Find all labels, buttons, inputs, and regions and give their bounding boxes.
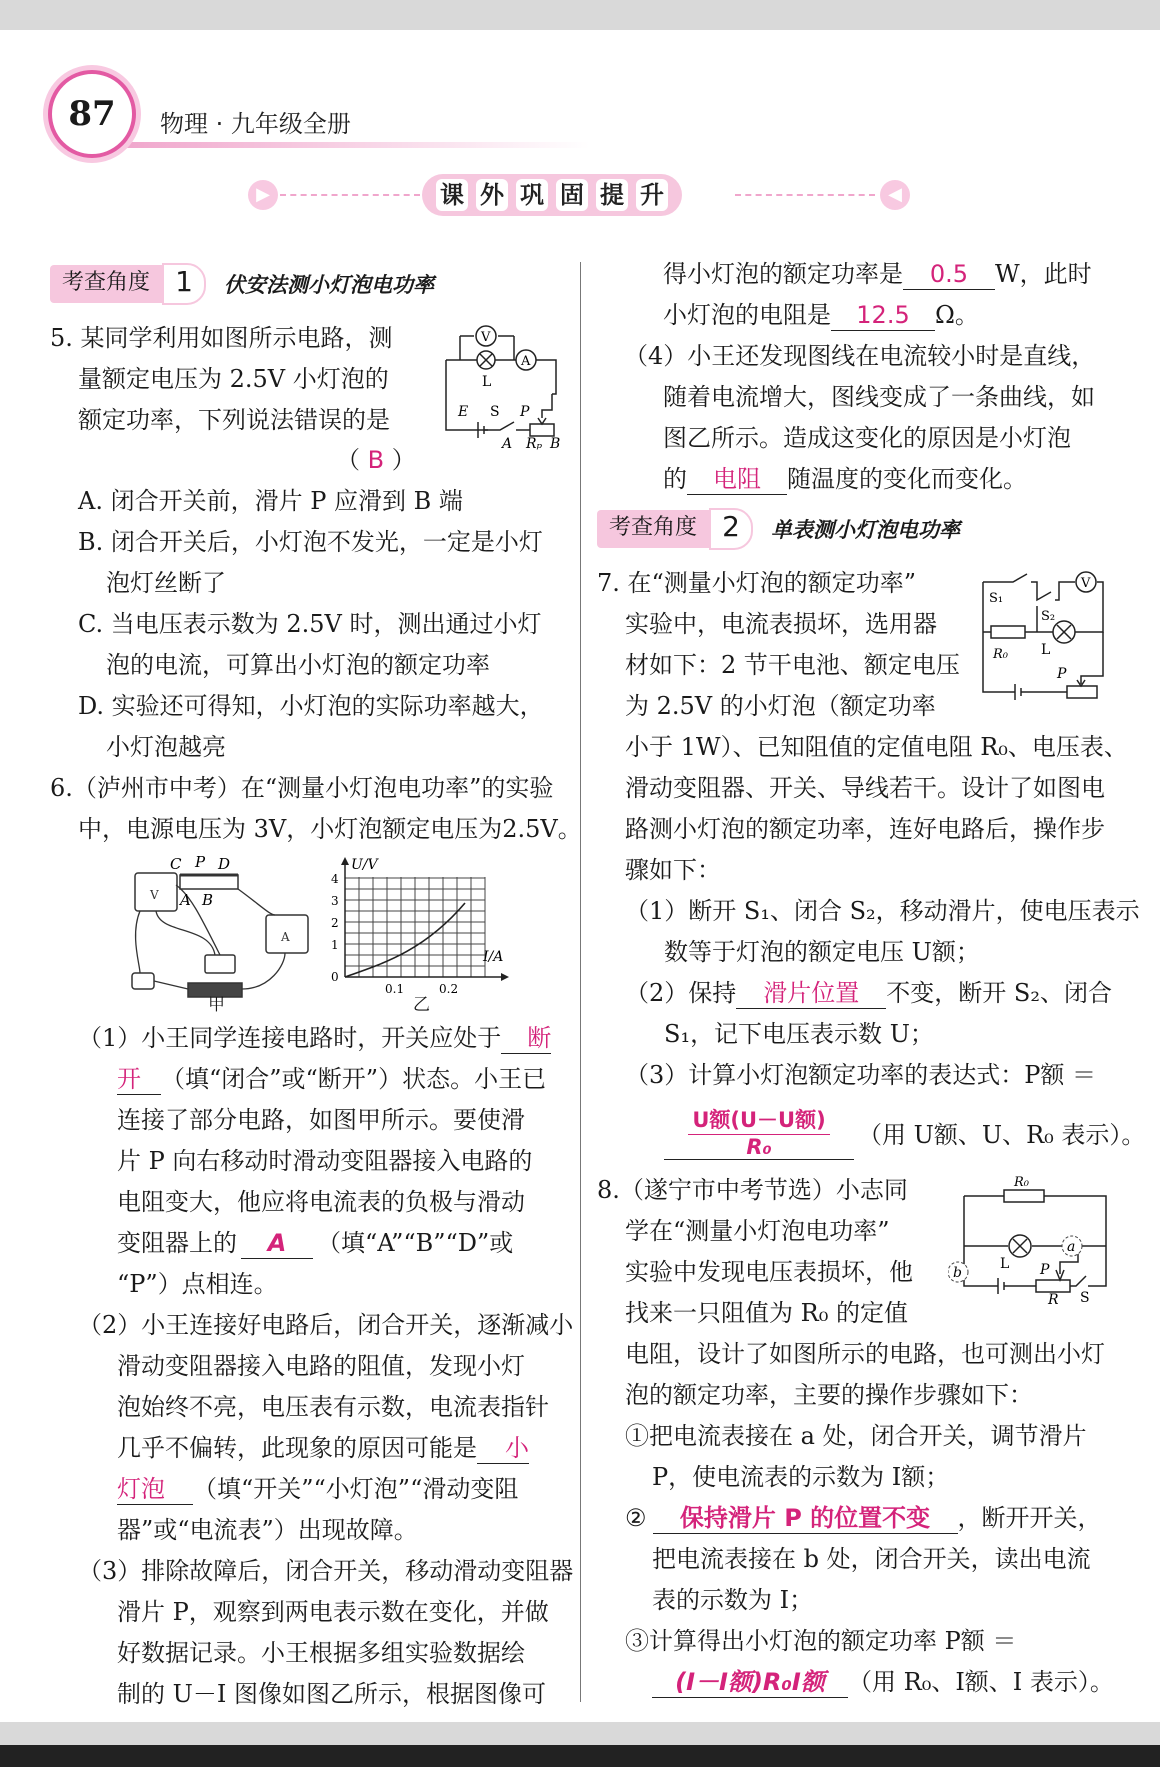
q8-text: ，断开开关， <box>957 1504 1102 1532</box>
svg-text:V: V <box>150 888 159 902</box>
terminal-p-label: P <box>195 855 206 871</box>
q7-line: 为 2.5V 的小灯泡（额定功率 <box>625 692 936 720</box>
q5-option: B. 闭合开关后，小灯泡不发光，一定是小灯 <box>78 528 543 556</box>
q8-line: 实验中发现电压表损坏，他 <box>625 1258 913 1286</box>
q7-step: （1）断开 S₁、闭合 S₂，移动滑片，使电压表示 <box>625 897 1140 925</box>
angle-topic: 单表测小灯泡电功率 <box>771 517 961 542</box>
angle-topic: 伏安法测小灯泡电功率 <box>224 272 435 297</box>
q7-step: （用 U额、U、R₀ 表示）。 <box>858 1121 1146 1149</box>
q8-answer-3: (I－I额)R₀I额 <box>652 1669 848 1698</box>
q6-text: Ω。 <box>935 301 979 329</box>
point-a-label: a <box>1067 1239 1076 1255</box>
voltmeter-label: V <box>481 330 491 345</box>
q6-text: 小灯泡的电阻是 <box>663 301 831 329</box>
x-tick-label: 0.2 <box>439 982 459 996</box>
source-label: E <box>458 404 469 420</box>
header-band <box>120 142 590 148</box>
x-tick-label: 0.1 <box>385 982 405 996</box>
point-b-label: b <box>953 1265 962 1281</box>
q6-ui-graph <box>325 855 525 1000</box>
y-tick-label: 3 <box>331 894 339 908</box>
q8-text: ② <box>625 1504 647 1532</box>
q6-p3r <box>663 254 1092 295</box>
q7-answer-3 <box>664 1104 854 1160</box>
q5-line: 量额定电压为 2.5V 小灯泡的 <box>78 365 389 393</box>
angle-label: 考查角度 <box>50 265 162 303</box>
q8-step: ①把电流表接在 a 处，闭合开关，调节滑片 <box>625 1422 1087 1450</box>
q6-text: 变阻器上的 <box>117 1229 237 1257</box>
rheostat-label: Rₚ <box>526 436 543 450</box>
section-title-char: 提 <box>596 179 628 211</box>
q5-answer: B <box>367 446 385 474</box>
q8-step: 表的示数为 I； <box>652 1586 814 1614</box>
q7-line: 路测小灯泡的额定功率，连好电路后，操作步 <box>625 815 1105 843</box>
q6-p4 <box>663 459 1027 500</box>
q6-text: 滑动变阻器接入电路的阻值，发现小灯 <box>117 1352 525 1380</box>
q6-text: （填“开关”“小灯泡”“滑动变阻 <box>193 1475 519 1503</box>
q8-step: 把电流表接在 b 处，闭合开关，读出电流 <box>652 1545 1091 1573</box>
q7-answer-numerator: U额(U－U额) <box>688 1104 829 1135</box>
q6-text: 制的 U－I 图像如图乙所示，根据图像可 <box>117 1680 546 1708</box>
y-tick-label: 1 <box>331 938 339 952</box>
voltmeter-label: V <box>1081 576 1091 591</box>
q6-text: 随温度的变化而变化。 <box>787 465 1027 493</box>
q7-step2 <box>625 973 1112 1014</box>
divider-right <box>735 194 875 196</box>
angle-number: 1 <box>162 263 206 305</box>
switch-s1-label: S₁ <box>989 591 1004 606</box>
ammeter-label: A <box>521 354 531 369</box>
q6-text: 连接了部分电路，如图甲所示。要使滑 <box>117 1106 525 1134</box>
angle-number: 2 <box>709 508 753 550</box>
play-icon: ▶ <box>248 180 278 210</box>
svg-text:A: A <box>281 930 290 944</box>
q6-text: 好数据记录。小王根据多组实验数据绘 <box>117 1639 525 1667</box>
divider-left <box>280 194 420 196</box>
terminal-b-label: B <box>550 436 561 450</box>
q6-text: 电阻变大，他应将电流表的负极与滑动 <box>117 1188 525 1216</box>
q7-circuit-diagram <box>975 570 1110 700</box>
x-axis-label: I/A <box>483 949 504 965</box>
q6-answer-2b: 灯泡 <box>117 1476 193 1505</box>
slider-label: P <box>520 404 530 420</box>
y-tick-label: 4 <box>331 872 339 886</box>
section-title-char: 巩 <box>516 179 548 211</box>
q7-line: 7. 在“测量小灯泡的额定功率” <box>597 569 917 597</box>
q7-text: 不变，断开 S₂、闭合 <box>886 979 1112 1007</box>
q7-step: （3）计算小灯泡额定功率的表达式：P额 ＝ <box>625 1061 1097 1089</box>
rewind-icon: ◀ <box>880 180 910 210</box>
q5-line: 额定功率，下列说法错误的是 <box>78 406 390 434</box>
y-tick-label: 0 <box>331 970 339 984</box>
fig-right-caption: 乙 <box>413 995 430 1015</box>
q6-answer-1b: 开 <box>117 1066 161 1095</box>
q6-answer-3b: 12.5 <box>831 302 935 331</box>
q5-option: 小灯泡越亮 <box>106 733 226 761</box>
terminal-a-label: A <box>180 891 191 909</box>
y-axis-label: U/V <box>351 857 378 873</box>
q7-answer-denominator: R₀ <box>746 1135 772 1159</box>
slider-label: P <box>1057 666 1067 682</box>
q6-answer-2a: 小 <box>477 1435 529 1464</box>
q5-line: 5. 某同学利用如图所示电路，测 <box>50 324 393 352</box>
q8-line: 泡的额定功率，主要的操作步骤如下： <box>625 1381 1033 1409</box>
q6-answer-4: 电阻 <box>687 466 787 495</box>
angle-badge-1 <box>50 265 434 303</box>
q6-text: 片 P 向右移动时滑动变阻器接入电路的 <box>117 1147 533 1175</box>
rheostat-label: R <box>1048 1292 1059 1304</box>
q6-text: 图乙所示。造成这变化的原因是小灯泡 <box>663 424 1071 452</box>
terminal-b-label: B <box>202 891 214 909</box>
q5-answer-bracket: （ B ） <box>336 446 416 474</box>
q6-text: W，此时 <box>995 260 1092 288</box>
q7-line: 材如下：2 节干电池、额定电压 <box>625 651 960 679</box>
q5-option: 泡的电流，可算出小灯泡的额定功率 <box>106 651 490 679</box>
bottom-bar <box>0 1745 1160 1767</box>
q6-text: 器”或“电流表”）出现故障。 <box>117 1516 418 1544</box>
fig-left-caption: 甲 <box>208 995 225 1015</box>
q6-text: （1）小王同学连接电路时，开关应处于 <box>78 1024 502 1052</box>
q8-step: ③计算得出小灯泡的额定功率 P额 ＝ <box>625 1627 1017 1655</box>
q6-p1 <box>117 1059 546 1100</box>
q6-text: （填“闭合”或“断开”）状态。小王已 <box>161 1065 547 1093</box>
q6-p2 <box>117 1428 529 1469</box>
q6-text: （3）排除故障后，闭合开关，移动滑动变阻器 <box>78 1557 574 1585</box>
q6-text: （4）小王还发现图线在电流较小时是直线， <box>624 342 1096 370</box>
q8-answer-2: 保持滑片 P 的位置不变 <box>653 1505 958 1534</box>
resistor-r0-label: R₀ <box>1014 1176 1029 1190</box>
q6-text: 的 <box>663 465 687 493</box>
terminal-c-label: C <box>170 855 182 873</box>
q6-p2 <box>117 1469 518 1510</box>
q5-option: A. 闭合开关前，滑片 P 应滑到 B 端 <box>78 487 463 515</box>
q7-line: 滑动变阻器、开关、导线若干。设计了如图电 <box>625 774 1105 802</box>
resistor-r0-label: R₀ <box>993 647 1008 662</box>
q8-step3 <box>652 1662 1114 1703</box>
section-title-char: 课 <box>436 179 468 211</box>
column-divider <box>580 262 581 1702</box>
angle-label: 考查角度 <box>597 510 709 548</box>
q6-text: “P”）点相连。 <box>117 1270 278 1298</box>
q8-line: 学在“测量小灯泡电功率” <box>625 1217 890 1245</box>
q7-line: 小于 1W）、已知阻值的定值电阻 R₀、电压表、 <box>625 733 1128 761</box>
section-title-char: 升 <box>636 179 668 211</box>
section-title-char: 固 <box>556 179 588 211</box>
q8-text: （用 R₀、I额、I 表示）。 <box>848 1668 1114 1696</box>
terminal-d-label: D <box>218 855 231 873</box>
q6-text: （2）小王连接好电路后，闭合开关，逐渐减小 <box>78 1311 574 1339</box>
q6-text: （填“A”“B”“D”或 <box>317 1229 514 1257</box>
q8-line: 8.（遂宁市中考节选）小志同 <box>597 1176 908 1204</box>
q8-step2 <box>625 1498 1102 1539</box>
y-tick-label: 2 <box>331 916 339 930</box>
q8-line: 找来一只阻值为 R₀ 的定值 <box>625 1299 908 1327</box>
q6-answer-1a: 断 <box>501 1025 551 1054</box>
q5-circuit-diagram <box>438 322 563 450</box>
terminal-a-label: A <box>502 436 513 450</box>
q7-line: 骤如下： <box>625 856 721 884</box>
q8-line: 电阻，设计了如图所示的电路，也可测出小灯 <box>625 1340 1105 1368</box>
q7-text: （2）保持 <box>625 979 737 1007</box>
lamp-label: L <box>1041 642 1051 658</box>
q6-intro: 中，电源电压为 3V，小灯泡额定电压为2.5V。 <box>78 815 582 843</box>
q6-text: 几乎不偏转，此现象的原因可能是 <box>117 1434 477 1462</box>
switch-label: S <box>490 404 500 420</box>
q6-text: 泡始终不亮，电压表有示数，电流表指针 <box>117 1393 549 1421</box>
lamp-label: L <box>482 374 492 390</box>
q7-step: S₁，记下电压表示数 U； <box>664 1020 934 1048</box>
page-number: 87 <box>48 70 136 158</box>
q8-circuit-diagram <box>948 1176 1110 1304</box>
q5-option: C. 当电压表示数为 2.5V 时，测出通过小灯 <box>78 610 542 638</box>
switch-s2-label: S₂ <box>1041 609 1056 624</box>
q5-option: 泡灯丝断了 <box>106 569 226 597</box>
q8-step: P，使电流表的示数为 I额； <box>652 1463 950 1491</box>
q6-text: 随着电流增大，图线变成了一条曲线，如 <box>663 383 1095 411</box>
q6-answer-1c: A <box>241 1230 313 1259</box>
section-title <box>422 174 682 216</box>
q5-option: D. 实验还可得知，小灯泡的实际功率越大， <box>78 692 544 720</box>
q6-text: 得小灯泡的额定功率是 <box>663 260 903 288</box>
lamp-label: L <box>1000 1256 1010 1272</box>
q6-p3r <box>663 295 979 336</box>
q7-answer-2: 滑片位置 <box>736 980 886 1009</box>
q7-line: 实验中，电流表损坏，选用器 <box>625 610 937 638</box>
q7-step: 数等于灯泡的额定电压 U额； <box>664 938 980 966</box>
q6-apparatus-figure <box>120 855 320 1005</box>
switch-label: S <box>1080 1290 1090 1304</box>
page-title: 物理 · 九年级全册 <box>160 110 351 138</box>
q6-intro: 6.（泸州市中考）在“测量小灯泡电功率”的实验 <box>50 774 554 802</box>
q6-p1 <box>117 1223 513 1264</box>
angle-badge-2 <box>597 510 960 548</box>
slider-label: P <box>1040 1262 1050 1278</box>
q6-text: 滑片 P，观察到两电表示数在变化，并做 <box>117 1598 549 1626</box>
section-title-char: 外 <box>476 179 508 211</box>
q6-answer-3a: 0.5 <box>903 261 995 290</box>
q6-p1 <box>78 1018 551 1059</box>
